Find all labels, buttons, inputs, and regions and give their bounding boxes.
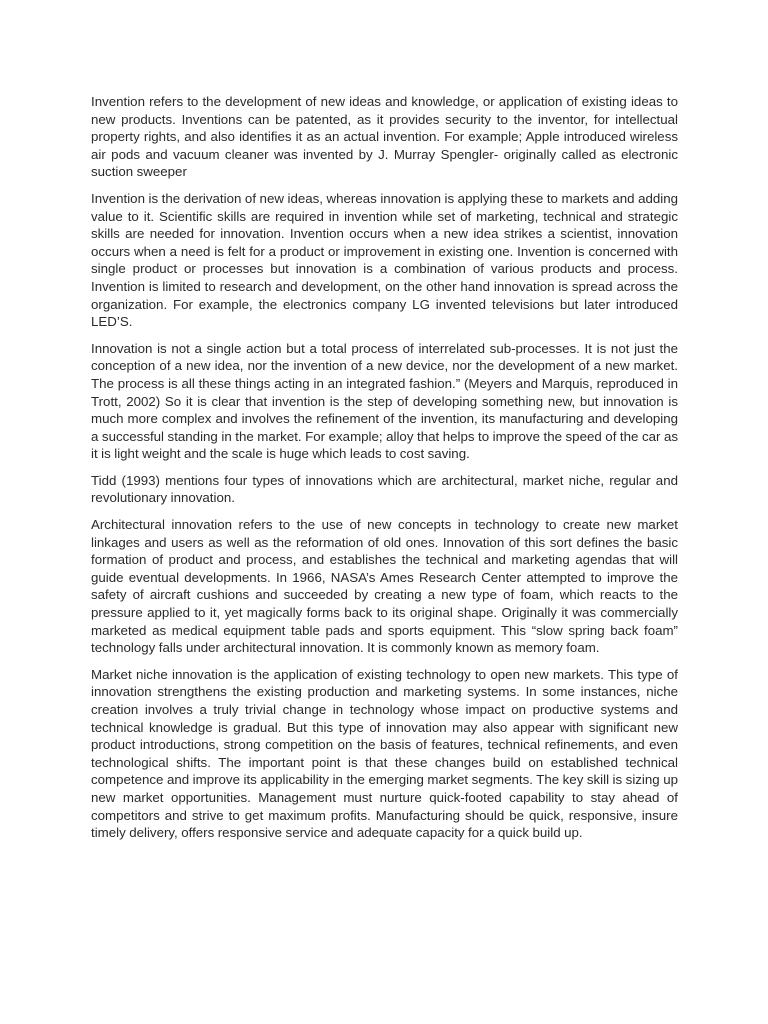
paragraph-invention-definition: Invention refers to the development of new ideas and knowledge, or application of existing ideas to new products. Inventions can be patented, as it provides security to the inventor, for intellectual property rights, and also identifies it as an actual invention. For example; Apple introduced wireless air pods and vacuum cleaner was invented by J. Murray Spengler- originally called as electronic suction sweeper [91,94,678,180]
paragraph-tidd-types: Tidd (1993) mentions four types of innovations which are architectural, market niche, regular and revolutionary innovation. [91,472,678,506]
paragraph-innovation-process: Innovation is not a single action but a total process of interrelated sub-processes. It is not just the conception of a new idea, nor the invention of a new device, nor the development of a new market. The process is all these things acting in an integrated fashion.” (Meyers and Marquis, reproduced in Trott, 2002) So it is clear that invention is the step of developing something new, but innovation is much more complex and involves the refinement of the invention, its manufacturing and developing a successful standing in the market. For example; alloy that helps to improve the speed of the car as it is light weight and the scale is huge which leads to cost saving. [91,340,678,462]
paragraph-invention-vs-innovation: Invention is the derivation of new ideas, whereas innovation is applying these to markets and adding value to it. Scientific skills are required in invention while set of marketing, technical and strategic skills are needed for innovation. Invention occurs when a new idea strikes a scientist, innovation occurs when a need is felt for a product or improvement in existing one. Invention is concerned with single product or processes but innovation is a combination of various products and process. Invention is limited to research and development, on the other hand innovation is spread across the organization. For example, the electronics company LG invented televisions but later introduced LED’S. [91,190,678,330]
paragraph-architectural-innovation: Architectural innovation refers to the use of new concepts in technology to create new market linkages and users as well as the reformation of old ones. Innovation of this sort defines the basic formation of product and process, and establishes the technical and marketing agendas that will guide eventual developments. In 1966, NASA’s Ames Research Center attempted to improve the safety of aircraft cushions and succeeded by creating a new type of foam, which reacts to the pressure applied to it, yet magically forms back to its original shape. Originally it was commercially marketed as medical equipment table pads and sports equipment. This “slow spring back foam” technology falls under architectural innovation. It is commonly known as memory foam. [91,517,678,656]
paragraph-market-niche-innovation: Market niche innovation is the application of existing technology to open new markets. This type of innovation strengthens the existing production and marketing systems. In some instances, niche creation involves a truly trivial change in technology whose impact on productive systems and technical knowledge is gradual. But this type of innovation may also appear with significant new product introductions, strong competition on the basis of features, technical refinements, and even technological shifts. The important point is that these changes build on established technical competence and improve its applicability in the emerging market segments. The key skill is sizing up new market opportunities. Management must nurture quick-footed capability to stay ahead of competitors and strive to get maximum profits. Manufacturing should be quick, responsive, insure timely delivery, offers responsive service and adequate capacity for a quick build up. [91,666,678,841]
document-body [91,93,678,851]
